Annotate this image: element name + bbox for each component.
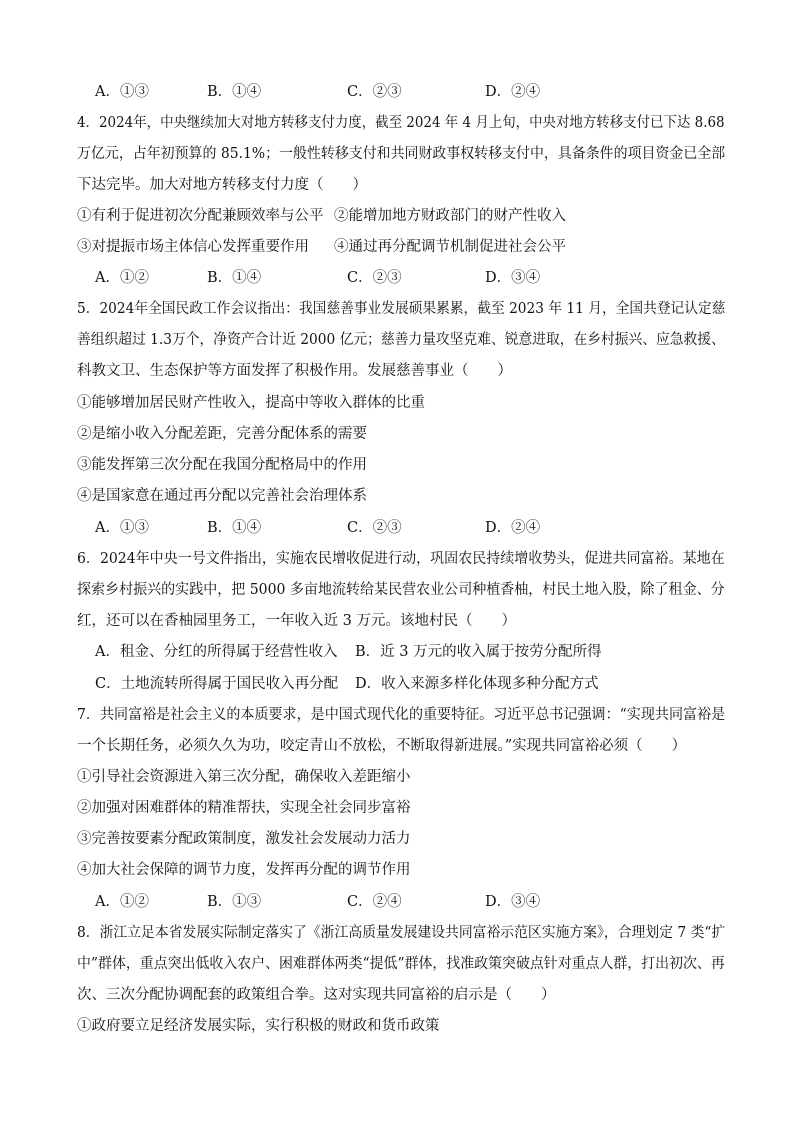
q7-item-3: ③完善按要素分配政策制度，激发社会发展动力活力 xyxy=(77,831,411,847)
q6-option-d[interactable]: D．收入来源多样化体现多种分配方式 xyxy=(355,676,599,692)
q5-stem-line-1: 5．2024年全国民政工作会议指出：我国慈善事业发展硕果累累，截至 2023 年 11 月，全国共登记认定慈 xyxy=(77,301,726,317)
q7-item-4: ④加大社会保障的调节力度，发挥再分配的调节作用 xyxy=(77,862,411,878)
q6-stem-line-3: 红，还可以在香柚园里务工，一年收入近 3 万元。该地村民（ ） xyxy=(77,613,516,629)
q6-option-a[interactable]: A．租金、分红的所得属于经营性收入 xyxy=(95,644,338,660)
q4-stem-line-3: 下达完毕。加大对地方转移支付力度（ ） xyxy=(77,177,367,193)
q4-item-3: ③对提振市场主体信心发挥重要作用 xyxy=(77,239,309,255)
q5-options xyxy=(95,518,605,538)
q6-option-b[interactable]: B．近 3 万元的收入属于按劳分配所得 xyxy=(355,644,602,660)
q6-stem-line-2: 探索乡村振兴的实践中，把 5000 多亩地流转给某民营农业公司种植香柚，村民土地入股，除了租金、分 xyxy=(77,582,725,598)
q3-option-d[interactable]: D．②④ xyxy=(485,84,541,100)
q5-item-1: ①能够增加居民财产性收入，提高中等收入群体的比重 xyxy=(77,395,425,411)
q4-item-2: ②能增加地方财政部门的财产性收入 xyxy=(334,208,566,224)
q8-stem-line-1: 8．浙江立足本省发展实际制定落实了《浙江高质量发展建设共同富裕示范区实施方案》，合理划定 7 类“扩 xyxy=(77,925,726,941)
q8-stem-line-3: 次、三次分配协调配套的政策组合拳。这对实现共同富裕的启示是（ ） xyxy=(77,987,556,1003)
q3-option-a[interactable]: A．①③ xyxy=(95,84,149,100)
q7-stem-line-2: 一个长期任务，必须久久为功，咬定青山不放松，不断取得新进展。”实现共同富裕必须（ ） xyxy=(77,738,687,754)
q5-option-a[interactable]: A．①③ xyxy=(95,520,149,536)
q7-stem-line-1: 7．共同富裕是社会主义的本质要求，是中国式现代化的重要特征。习近平总书记强调：“实现共同富裕是 xyxy=(77,707,726,723)
q7-option-d[interactable]: D．③④ xyxy=(485,894,541,910)
q5-stem-line-3: 科教文卫、生态保护等方面发挥了积极作用。发展慈善事业（ ） xyxy=(77,363,512,379)
q4-option-a[interactable]: A．①② xyxy=(95,270,149,286)
q6-stem-line-1: 6．2024年中央一号文件指出，实施农民增收促进行动，巩固农民持续增收势头，促进共同富裕。某地在 xyxy=(77,551,725,567)
q4-option-b[interactable]: B．①④ xyxy=(207,270,262,286)
q8-item-1: ①政府要立足经济发展实际，实行积极的财政和货币政策 xyxy=(77,1018,440,1034)
q5-item-3: ③能发挥第三次分配在我国分配格局中的作用 xyxy=(77,457,367,473)
q4-option-c[interactable]: C．②③ xyxy=(347,270,402,286)
q5-item-2: ②是缩小收入分配差距，完善分配体系的需要 xyxy=(77,426,367,442)
q4-stem-line-1: 4．2024年，中央继续加大对地方转移支付力度，截至 2024 年 4 月上旬，中央对地方转移支付已下达 8.68 xyxy=(77,115,725,131)
q8-stem-line-2: 中”群体，重点突出低收入农户、困难群体两类“提低”群体，找准政策突破点针对重点人群，打出初次、再 xyxy=(77,956,725,972)
q4-item-4: ④通过再分配调节机制促进社会公平 xyxy=(334,239,566,255)
q3-options xyxy=(95,82,605,102)
q5-option-c[interactable]: C．②③ xyxy=(347,520,402,536)
q4-options xyxy=(95,268,605,288)
q4-option-d[interactable]: D．③④ xyxy=(485,270,541,286)
q7-option-b[interactable]: B．①③ xyxy=(207,894,262,910)
q4-item-1: ①有利于促进初次分配兼顾效率与公平 xyxy=(77,208,324,224)
q3-option-b[interactable]: B．①④ xyxy=(207,84,262,100)
q6-option-c[interactable]: C．土地流转所得属于国民收入再分配 xyxy=(95,676,339,692)
q7-item-1: ①引导社会资源进入第三次分配，确保收入差距缩小 xyxy=(77,769,411,785)
q7-item-2: ②加强对困难群体的精准帮扶，实现全社会同步富裕 xyxy=(77,800,411,816)
q5-option-b[interactable]: B．①④ xyxy=(207,520,262,536)
q5-item-4: ④是国家意在通过再分配以完善社会治理体系 xyxy=(77,488,367,504)
q5-stem-line-2: 善组织超过 1.3万个，净资产合计近 2000 亿元；慈善力量攻坚克难、锐意进取，在乡村振兴、应急救援、 xyxy=(77,332,725,348)
q3-option-c[interactable]: C．②③ xyxy=(347,84,402,100)
q7-option-a[interactable]: A．①② xyxy=(95,894,149,910)
q5-option-d[interactable]: D．②④ xyxy=(485,520,541,536)
q4-stem-line-2: 万亿元，占年初预算的 85.1%；一般性转移支付和共同财政事权转移支付中，具备条件的项目资金已全部 xyxy=(77,146,726,162)
q7-options xyxy=(95,892,605,912)
q7-option-c[interactable]: C．②④ xyxy=(347,894,402,910)
